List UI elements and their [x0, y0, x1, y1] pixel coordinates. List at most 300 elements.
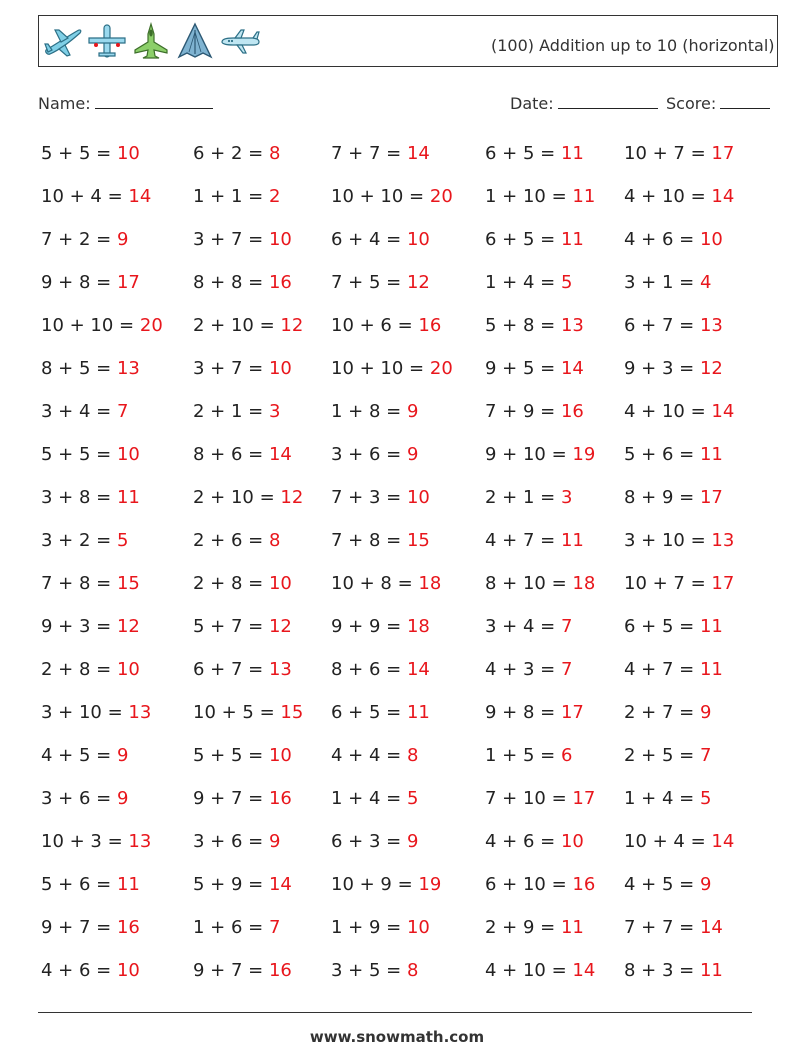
problem-question: 5 + 9 =	[193, 874, 264, 895]
problem-question: 9 + 3 =	[41, 616, 112, 637]
problem-question: 9 + 8 =	[41, 272, 112, 293]
problem-answer: 12	[280, 315, 304, 336]
problem-answer: 16	[116, 917, 140, 938]
problem-answer: 14	[711, 831, 735, 852]
problem-answer: 15	[280, 702, 304, 723]
problem-question: 6 + 5 =	[485, 229, 556, 250]
score-line[interactable]	[720, 93, 770, 109]
problem-item	[41, 229, 128, 251]
problem-item	[485, 358, 584, 380]
problem-question: 5 + 6 =	[41, 874, 112, 895]
problem-question: 2 + 9 =	[485, 917, 556, 938]
problem-item	[193, 530, 280, 552]
problem-question: 10 + 8 =	[331, 573, 413, 594]
problem-question: 1 + 4 =	[331, 788, 402, 809]
problem-item	[624, 444, 723, 466]
problem-item	[41, 186, 151, 208]
problem-answer: 11	[560, 530, 584, 551]
problem-question: 2 + 1 =	[485, 487, 556, 508]
problem-question: 6 + 5 =	[485, 143, 556, 164]
problem-question: 8 + 5 =	[41, 358, 112, 379]
problem-item	[331, 917, 430, 939]
problem-answer: 7	[560, 616, 573, 637]
problem-answer: 11	[560, 917, 584, 938]
problem-answer: 16	[418, 315, 442, 336]
problem-answer: 19	[418, 874, 442, 895]
problem-item	[193, 229, 292, 251]
problem-item	[331, 315, 441, 337]
problem-answer: 13	[699, 315, 723, 336]
problem-question: 8 + 6 =	[331, 659, 402, 680]
problem-item	[624, 315, 723, 337]
problem-item	[624, 487, 723, 509]
problem-answer: 6	[560, 745, 573, 766]
problem-answer: 10	[268, 229, 292, 250]
problem-answer: 14	[711, 401, 735, 422]
problem-question: 1 + 10 =	[485, 186, 567, 207]
problem-question: 4 + 10 =	[485, 960, 567, 981]
problem-item	[624, 573, 734, 595]
problem-question: 10 + 10 =	[331, 358, 425, 379]
problem-answer: 15	[406, 530, 430, 551]
problem-question: 2 + 10 =	[193, 487, 275, 508]
problem-question: 1 + 6 =	[193, 917, 264, 938]
problem-answer: 11	[406, 702, 430, 723]
problem-answer: 16	[268, 960, 292, 981]
problem-item	[624, 530, 734, 552]
problem-answer: 8	[268, 143, 281, 164]
problem-item	[624, 917, 723, 939]
problem-item	[331, 573, 441, 595]
problem-question: 8 + 3 =	[624, 960, 695, 981]
problem-answer: 10	[116, 444, 140, 465]
problem-question: 4 + 7 =	[485, 530, 556, 551]
problem-question: 6 + 3 =	[331, 831, 402, 852]
problem-item	[485, 401, 584, 423]
problem-item	[331, 229, 430, 251]
problem-question: 3 + 8 =	[41, 487, 112, 508]
problem-item	[485, 186, 595, 208]
problem-question: 1 + 9 =	[331, 917, 402, 938]
problem-answer: 20	[429, 358, 453, 379]
score-label: Score:	[666, 94, 717, 113]
problem-answer: 16	[560, 401, 584, 422]
problem-answer: 14	[560, 358, 584, 379]
problem-question: 3 + 4 =	[41, 401, 112, 422]
problem-item	[331, 960, 418, 982]
problem-answer: 9	[116, 745, 129, 766]
problem-answer: 17	[699, 487, 723, 508]
problem-question: 10 + 5 =	[193, 702, 275, 723]
problem-answer: 12	[699, 358, 723, 379]
problem-item	[41, 530, 128, 552]
problem-question: 1 + 5 =	[485, 745, 556, 766]
score-field[interactable]	[666, 93, 770, 113]
problem-question: 7 + 2 =	[41, 229, 112, 250]
problem-answer: 13	[128, 831, 152, 852]
problem-item	[331, 444, 418, 466]
problem-question: 6 + 5 =	[331, 702, 402, 723]
problem-item	[624, 659, 723, 681]
problem-answer: 9	[406, 444, 419, 465]
problem-question: 7 + 7 =	[331, 143, 402, 164]
problem-item	[193, 315, 303, 337]
problem-answer: 11	[572, 186, 596, 207]
problem-answer: 10	[406, 229, 430, 250]
problem-question: 7 + 9 =	[485, 401, 556, 422]
problem-item	[193, 702, 303, 724]
problem-question: 7 + 3 =	[331, 487, 402, 508]
problem-item	[485, 659, 572, 681]
problem-answer: 9	[268, 831, 281, 852]
problem-answer: 14	[699, 917, 723, 938]
name-field[interactable]	[38, 93, 213, 113]
problem-answer: 14	[406, 659, 430, 680]
worksheet-title: (100) Addition up to 10 (horizontal)	[491, 36, 775, 55]
problem-question: 10 + 9 =	[331, 874, 413, 895]
problem-item	[193, 186, 280, 208]
problem-item	[485, 272, 572, 294]
problem-question: 2 + 1 =	[193, 401, 264, 422]
problem-item	[41, 917, 140, 939]
problem-question: 3 + 1 =	[624, 272, 695, 293]
problem-item	[193, 659, 292, 681]
problem-answer: 5	[406, 788, 419, 809]
problem-item	[41, 143, 140, 165]
problem-question: 8 + 8 =	[193, 272, 264, 293]
problem-answer: 10	[406, 487, 430, 508]
problem-question: 1 + 4 =	[485, 272, 556, 293]
problem-question: 1 + 8 =	[331, 401, 402, 422]
problem-question: 8 + 10 =	[485, 573, 567, 594]
problem-item	[41, 358, 140, 380]
problem-item	[331, 186, 453, 208]
problem-item	[331, 143, 430, 165]
problem-item	[331, 530, 430, 552]
problem-question: 9 + 9 =	[331, 616, 402, 637]
problem-item	[331, 487, 430, 509]
problem-answer: 10	[560, 831, 584, 852]
airliner-icon	[43, 22, 83, 60]
problem-item	[193, 831, 280, 853]
problem-item	[485, 143, 584, 165]
problem-answer: 12	[280, 487, 304, 508]
problem-item	[624, 960, 723, 982]
problem-answer: 11	[699, 659, 723, 680]
name-label: Name:	[38, 94, 91, 113]
worksheet-header	[38, 15, 778, 67]
problem-answer: 18	[418, 573, 442, 594]
problem-question: 7 + 7 =	[624, 917, 695, 938]
problem-item	[624, 831, 734, 853]
problem-item	[331, 831, 418, 853]
problem-answer: 16	[268, 272, 292, 293]
problem-item	[41, 315, 163, 337]
problem-item	[624, 358, 723, 380]
problem-question: 5 + 5 =	[41, 143, 112, 164]
problem-question: 9 + 10 =	[485, 444, 567, 465]
problem-item	[485, 702, 584, 724]
problem-question: 4 + 3 =	[485, 659, 556, 680]
problem-answer: 14	[711, 186, 735, 207]
problem-answer: 20	[429, 186, 453, 207]
problem-question: 10 + 7 =	[624, 573, 706, 594]
problem-item	[41, 487, 140, 509]
problem-item	[193, 358, 292, 380]
problem-question: 10 + 4 =	[41, 186, 123, 207]
problem-question: 3 + 10 =	[41, 702, 123, 723]
problem-question: 7 + 8 =	[331, 530, 402, 551]
problem-answer: 12	[406, 272, 430, 293]
problem-question: 9 + 7 =	[41, 917, 112, 938]
problem-answer: 11	[699, 444, 723, 465]
problem-item	[41, 874, 140, 896]
problem-question: 1 + 1 =	[193, 186, 264, 207]
problem-answer: 13	[560, 315, 584, 336]
problem-answer: 9	[406, 401, 419, 422]
problem-question: 7 + 8 =	[41, 573, 112, 594]
problem-answer: 9	[116, 229, 129, 250]
problem-item	[624, 745, 711, 767]
problem-question: 6 + 7 =	[624, 315, 695, 336]
problem-answer: 10	[268, 358, 292, 379]
problem-answer: 12	[268, 616, 292, 637]
problem-answer: 17	[560, 702, 584, 723]
problem-item	[485, 573, 595, 595]
problem-answer: 5	[560, 272, 573, 293]
problem-item	[485, 530, 584, 552]
problem-item	[624, 186, 734, 208]
problem-answer: 9	[699, 702, 712, 723]
problem-item	[193, 272, 292, 294]
problem-answer: 5	[116, 530, 129, 551]
problem-answer: 13	[711, 530, 735, 551]
problem-item	[193, 917, 280, 939]
problem-item	[331, 788, 418, 810]
problem-item	[41, 960, 140, 982]
problem-question: 9 + 7 =	[193, 788, 264, 809]
problem-item	[331, 702, 430, 724]
problem-item	[41, 831, 151, 853]
problem-answer: 14	[572, 960, 596, 981]
problem-answer: 3	[560, 487, 573, 508]
problem-item	[41, 444, 140, 466]
problem-answer: 11	[560, 229, 584, 250]
problem-answer: 11	[699, 960, 723, 981]
problem-item	[485, 960, 595, 982]
problem-item	[193, 573, 292, 595]
problem-answer: 10	[699, 229, 723, 250]
problem-question: 4 + 6 =	[485, 831, 556, 852]
problem-answer: 7	[560, 659, 573, 680]
problem-question: 4 + 5 =	[624, 874, 695, 895]
problem-item	[624, 702, 711, 724]
problem-question: 7 + 5 =	[331, 272, 402, 293]
problem-question: 10 + 10 =	[331, 186, 425, 207]
problem-question: 3 + 6 =	[41, 788, 112, 809]
problem-item	[41, 745, 128, 767]
problem-answer: 17	[711, 143, 735, 164]
problem-question: 2 + 8 =	[193, 573, 264, 594]
problem-answer: 20	[139, 315, 163, 336]
problem-answer: 7	[268, 917, 281, 938]
airplane-icons	[43, 20, 261, 62]
problem-item	[485, 315, 584, 337]
footer-url: www.snowmath.com	[309, 1028, 485, 1046]
problem-question: 10 + 6 =	[331, 315, 413, 336]
problem-question: 6 + 2 =	[193, 143, 264, 164]
problem-answer: 4	[699, 272, 712, 293]
date-field[interactable]	[510, 93, 658, 113]
problem-item	[193, 788, 292, 810]
problem-item	[331, 874, 441, 896]
problem-question: 6 + 10 =	[485, 874, 567, 895]
problem-question: 2 + 10 =	[193, 315, 275, 336]
problem-answer: 7	[116, 401, 129, 422]
cargo-plane-icon	[87, 22, 127, 60]
problem-item	[624, 143, 734, 165]
problem-answer: 14	[268, 874, 292, 895]
problem-answer: 17	[116, 272, 140, 293]
problem-question: 6 + 7 =	[193, 659, 264, 680]
problem-item	[193, 444, 292, 466]
footer-divider	[38, 1012, 752, 1013]
problem-question: 5 + 5 =	[41, 444, 112, 465]
problem-item	[193, 487, 303, 509]
problem-answer: 12	[116, 616, 140, 637]
problem-question: 8 + 9 =	[624, 487, 695, 508]
problem-item	[485, 444, 595, 466]
problem-answer: 10	[116, 143, 140, 164]
problem-answer: 11	[699, 616, 723, 637]
problem-item	[624, 401, 734, 423]
problem-item	[41, 573, 140, 595]
problem-item	[331, 745, 418, 767]
problem-answer: 10	[116, 659, 140, 680]
problem-answer: 8	[406, 960, 419, 981]
problem-question: 9 + 3 =	[624, 358, 695, 379]
problem-item	[624, 272, 711, 294]
stealth-bomber-icon	[175, 22, 215, 60]
problem-item	[41, 272, 140, 294]
problem-item	[41, 401, 128, 423]
problem-answer: 13	[116, 358, 140, 379]
date-label: Date:	[510, 94, 554, 113]
problem-question: 5 + 6 =	[624, 444, 695, 465]
problem-item	[624, 229, 723, 251]
problem-answer: 13	[268, 659, 292, 680]
problem-answer: 17	[711, 573, 735, 594]
name-line[interactable]	[95, 93, 213, 109]
problem-item	[331, 616, 430, 638]
problem-question: 10 + 7 =	[624, 143, 706, 164]
problem-answer: 15	[116, 573, 140, 594]
problem-answer: 10	[268, 745, 292, 766]
problem-item	[41, 659, 140, 681]
problem-item	[193, 960, 292, 982]
problem-item	[624, 616, 723, 638]
problem-item	[193, 745, 292, 767]
problem-question: 9 + 7 =	[193, 960, 264, 981]
problem-item	[331, 272, 430, 294]
problem-answer: 8	[268, 530, 281, 551]
problem-answer: 10	[116, 960, 140, 981]
problem-item	[485, 831, 584, 853]
problem-item	[193, 401, 280, 423]
problem-question: 10 + 4 =	[624, 831, 706, 852]
problem-item	[485, 788, 595, 810]
problem-question: 1 + 4 =	[624, 788, 695, 809]
problem-answer: 5	[699, 788, 712, 809]
small-jet-icon	[219, 22, 261, 60]
problem-item	[193, 616, 292, 638]
problem-item	[485, 616, 572, 638]
problem-question: 3 + 6 =	[193, 831, 264, 852]
problem-answer: 18	[572, 573, 596, 594]
problem-question: 9 + 8 =	[485, 702, 556, 723]
fighter-jet-icon	[131, 22, 171, 60]
problem-question: 2 + 6 =	[193, 530, 264, 551]
problem-item	[485, 487, 572, 509]
problem-question: 3 + 7 =	[193, 358, 264, 379]
problem-question: 2 + 5 =	[624, 745, 695, 766]
problem-question: 9 + 5 =	[485, 358, 556, 379]
problem-answer: 14	[128, 186, 152, 207]
problem-answer: 10	[406, 917, 430, 938]
problem-answer: 14	[406, 143, 430, 164]
problem-question: 4 + 6 =	[624, 229, 695, 250]
problem-item	[41, 616, 140, 638]
problem-question: 7 + 10 =	[485, 788, 567, 809]
problem-answer: 11	[560, 143, 584, 164]
problem-answer: 8	[406, 745, 419, 766]
problem-question: 8 + 6 =	[193, 444, 264, 465]
problem-question: 3 + 2 =	[41, 530, 112, 551]
problem-answer: 16	[572, 874, 596, 895]
problem-answer: 10	[268, 573, 292, 594]
problem-question: 4 + 10 =	[624, 186, 706, 207]
problem-answer: 18	[406, 616, 430, 637]
problem-question: 4 + 7 =	[624, 659, 695, 680]
problem-item	[485, 745, 572, 767]
problem-item	[624, 874, 711, 896]
problem-answer: 16	[268, 788, 292, 809]
problem-question: 4 + 4 =	[331, 745, 402, 766]
problem-question: 3 + 7 =	[193, 229, 264, 250]
problem-answer: 19	[572, 444, 596, 465]
problem-answer: 11	[116, 487, 140, 508]
problem-answer: 9	[406, 831, 419, 852]
problem-question: 5 + 7 =	[193, 616, 264, 637]
problem-question: 10 + 3 =	[41, 831, 123, 852]
problem-answer: 7	[699, 745, 712, 766]
problem-answer: 2	[268, 186, 281, 207]
problem-question: 3 + 10 =	[624, 530, 706, 551]
problem-question: 6 + 5 =	[624, 616, 695, 637]
problem-answer: 3	[268, 401, 281, 422]
problem-item	[41, 788, 128, 810]
problem-answer: 13	[128, 702, 152, 723]
date-line[interactable]	[558, 93, 658, 109]
problem-question: 4 + 5 =	[41, 745, 112, 766]
problem-question: 6 + 4 =	[331, 229, 402, 250]
problem-item	[193, 874, 292, 896]
problem-item	[331, 659, 430, 681]
problem-answer: 11	[116, 874, 140, 895]
problem-item	[485, 917, 584, 939]
problem-question: 5 + 8 =	[485, 315, 556, 336]
problem-question: 3 + 5 =	[331, 960, 402, 981]
